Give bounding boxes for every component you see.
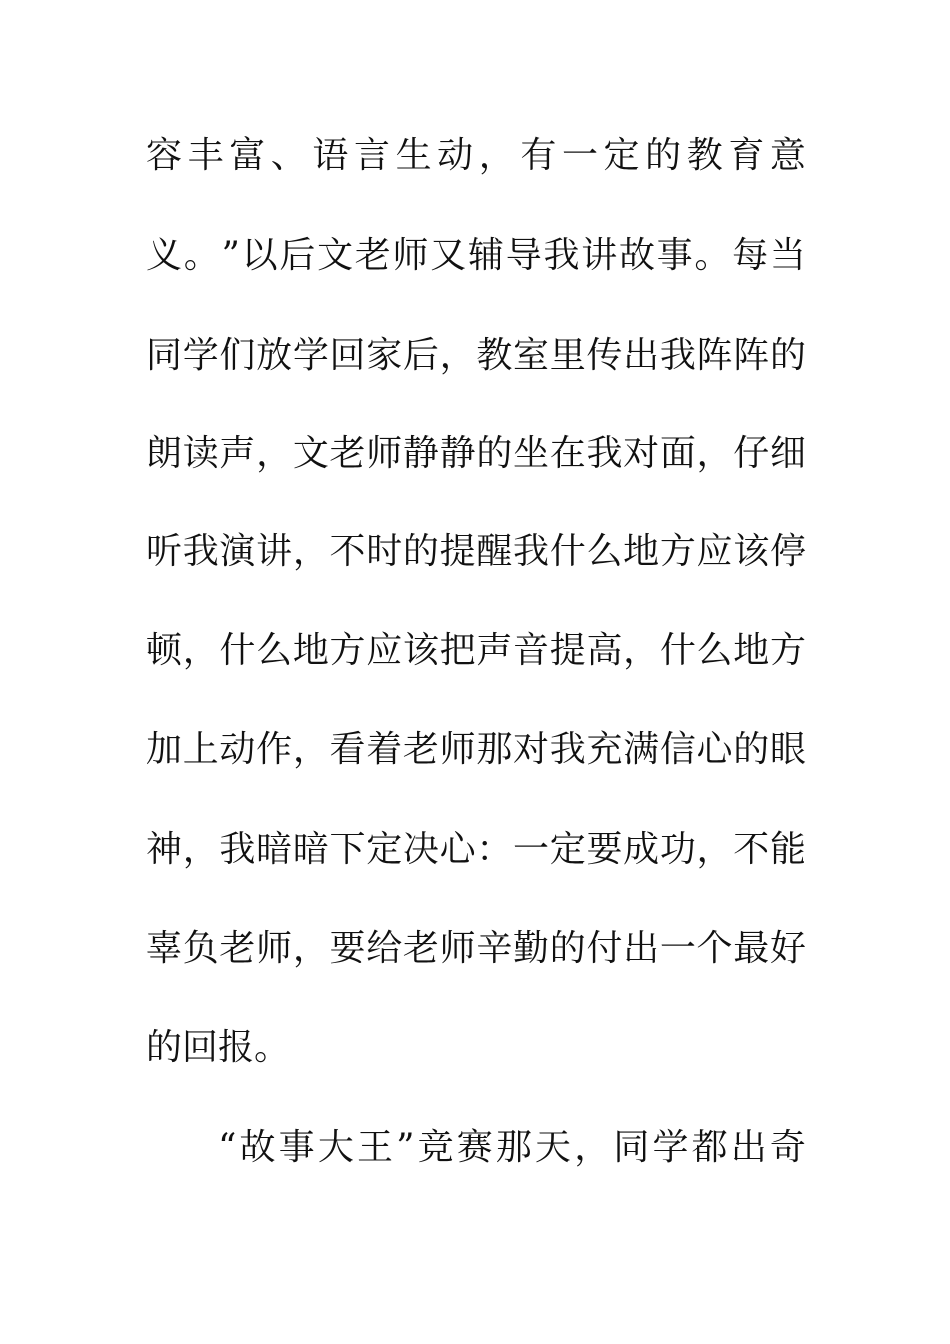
text-line-3: 同 学 们 放 学 回 家 后 ， 教 室 里 传 出 我 阵 阵 的: [146, 335, 806, 376]
text-line-8: 神 ， 我 暗 暗 下 定 决 心 ： 一 定 要 成 功 ， 不 能: [146, 829, 806, 870]
text-line-5: 听 我 演 讲 ， 不 时 的 提 醒 我 什 么 地 方 应 该 停: [146, 531, 806, 572]
text-line-1: 容 丰 富 、 语 言 生 动 ， 有 一 定 的 教 育 意: [146, 135, 806, 176]
text-line-10: 的回报。: [146, 1027, 291, 1068]
paragraph-start-line: “ 故 事 大 王 ” 竞 赛 那 天 ， 同 学 都 出 奇: [218, 1127, 806, 1168]
text-line-4: 朗 读 声 ， 文 老 师 静 静 的 坐 在 我 对 面 ， 仔 细: [146, 433, 806, 474]
text-line-6: 顿 ， 什 么 地 方 应 该 把 声 音 提 高 ， 什 么 地 方: [146, 630, 806, 671]
text-line-2: 义 。 ” 以 后 文 老 师 又 辅 导 我 讲 故 事 。 每 当: [146, 235, 806, 276]
text-line-9: 辜 负 老 师 ， 要 给 老 师 辛 勤 的 付 出 一 个 最 好: [146, 928, 806, 969]
text-line-7: 加 上 动 作 ， 看 着 老 师 那 对 我 充 满 信 心 的 眼: [146, 729, 806, 770]
